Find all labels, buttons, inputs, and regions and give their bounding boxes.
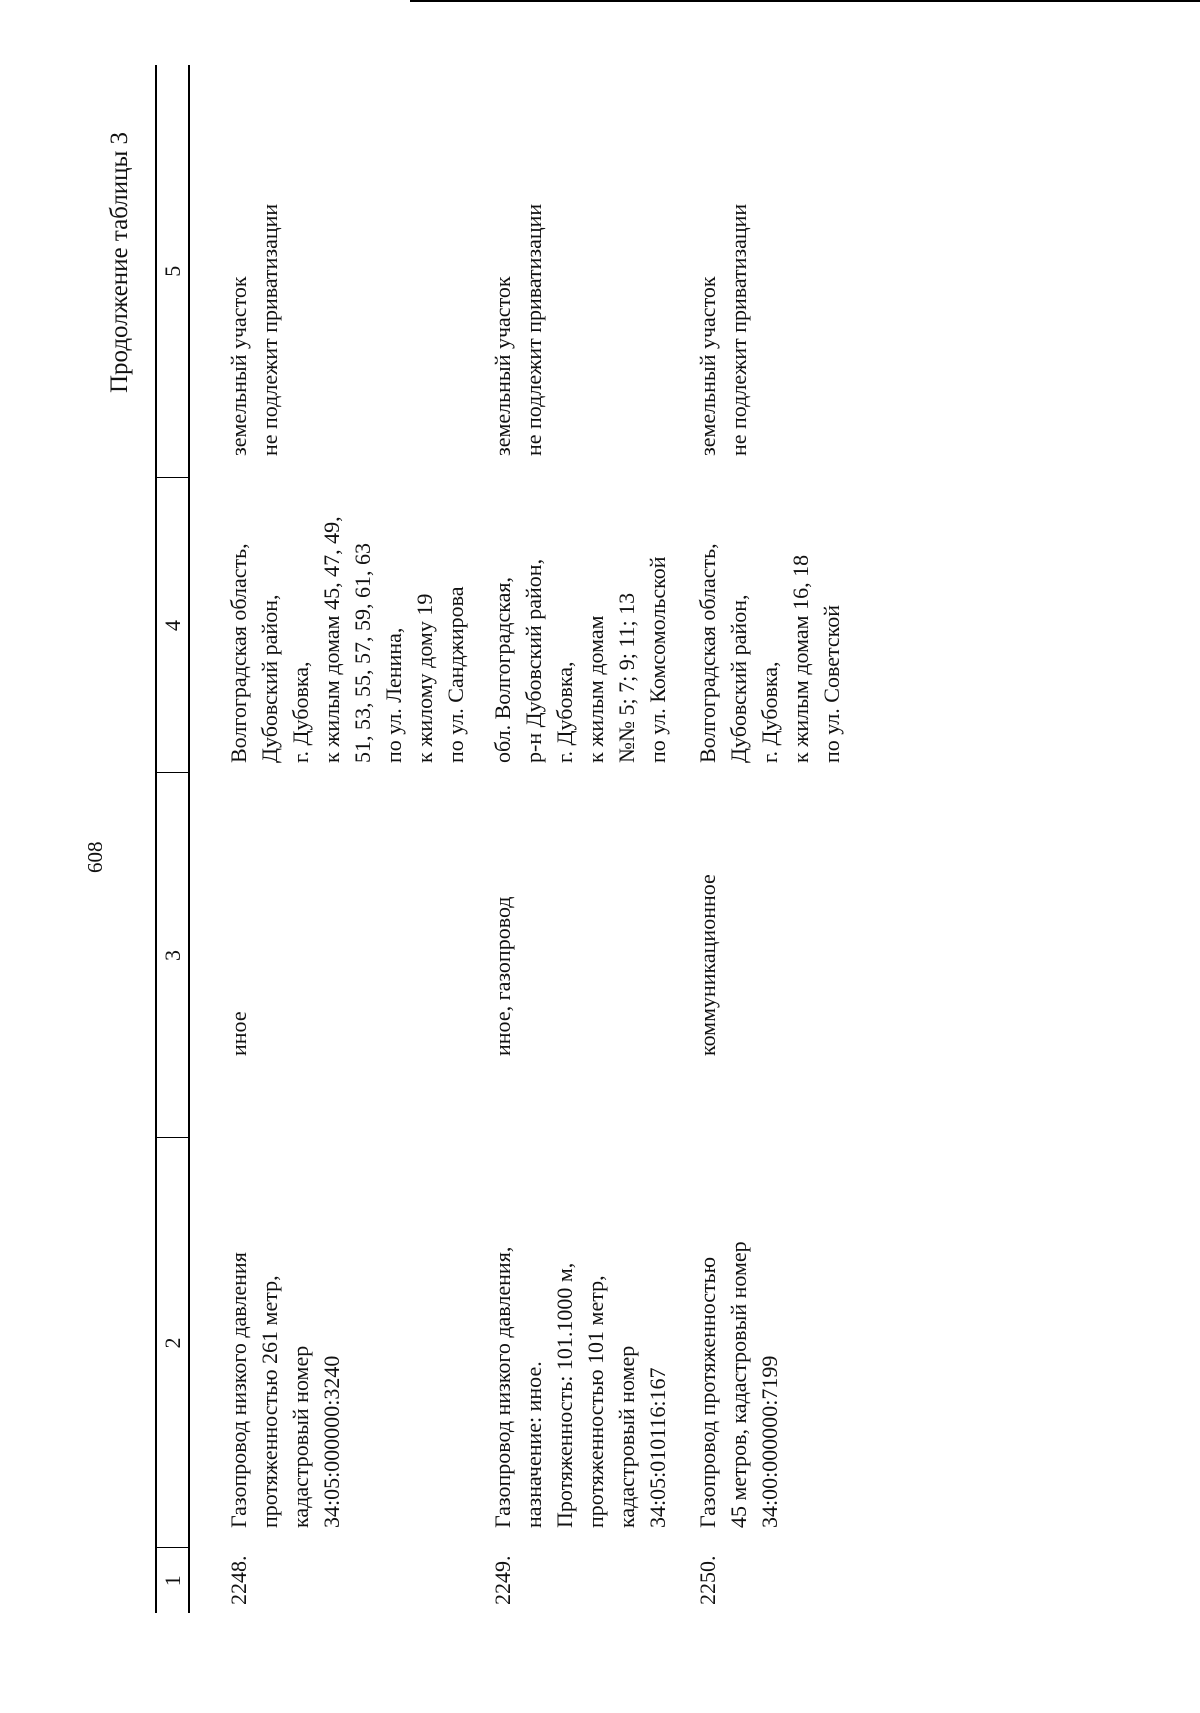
note-line: не подлежит приватизации xyxy=(257,203,282,456)
object-name-line: кадастровый номер xyxy=(288,1345,313,1528)
object-name xyxy=(471,1138,680,1548)
address-line: по ул. Санджирова xyxy=(443,586,468,763)
note-line: земельный участок xyxy=(695,276,720,456)
object-name-line: протяженностью 261 метр, xyxy=(257,1275,282,1528)
address-line: Волгоградская область, xyxy=(226,543,251,763)
object-note xyxy=(680,65,847,478)
table-row xyxy=(189,65,471,1613)
address-line: к жилому дому 19 xyxy=(412,593,437,763)
address-line: обл. Волгоградская, xyxy=(490,577,515,763)
header-col-1: 1 xyxy=(156,1548,189,1613)
note-line: не подлежит приватизации xyxy=(521,203,546,456)
address-line: р-н Дубовский район, xyxy=(521,558,546,763)
address-line: по ул. Ленина, xyxy=(381,627,406,763)
address-line: №№ 5; 7; 9; 11; 13 xyxy=(614,592,639,763)
object-name-line: Газопровод низкого давления xyxy=(226,1252,251,1528)
address-line: г. Дубовка, xyxy=(757,661,782,763)
table-caption: Продолжение таблицы 3 xyxy=(106,131,133,393)
object-purpose: иное, газопровод xyxy=(490,896,515,1056)
property-table xyxy=(155,65,847,1613)
address-line: Дубовский район, xyxy=(726,594,751,763)
object-name xyxy=(189,1138,471,1548)
address-line: к жилым домам 45, 47, 49, xyxy=(319,516,344,763)
note-line: земельный участок xyxy=(490,276,515,456)
object-name-line: назначение: иное. xyxy=(521,1361,546,1528)
table-row xyxy=(680,65,847,1613)
object-address xyxy=(189,478,471,773)
object-address xyxy=(471,478,680,773)
address-line: Дубовский район, xyxy=(257,594,282,763)
address-line: Волгоградская область, xyxy=(695,543,720,763)
header-col-2: 2 xyxy=(156,1138,189,1548)
object-note xyxy=(471,65,680,478)
row-number: 2249. xyxy=(490,1555,515,1605)
object-name-line: Газопровод протяженностью xyxy=(695,1256,720,1528)
object-name xyxy=(680,1138,847,1548)
header-row xyxy=(156,65,189,1613)
address-line: по ул. Комсомольской xyxy=(645,556,670,763)
object-name-line: 45 метров, кадастровый номер xyxy=(726,1241,751,1528)
object-name-line: Протяженность: 101.1000 м, xyxy=(552,1262,577,1528)
address-line: 51, 53, 55, 57, 59, 61, 63 xyxy=(350,543,375,763)
header-col-3: 3 xyxy=(156,773,189,1138)
object-purpose: иное xyxy=(226,1011,251,1056)
object-note xyxy=(189,65,471,478)
row-number: 2248. xyxy=(226,1555,251,1605)
object-name-line: протяженностью 101 метр, xyxy=(583,1275,608,1528)
object-name-line: 34:05:000000:3240 xyxy=(319,1355,344,1528)
object-name-line: Газопровод низкого давления, xyxy=(490,1246,515,1528)
object-name-line: кадастровый номер xyxy=(614,1345,639,1528)
header-col-5: 5 xyxy=(156,65,189,478)
note-line: земельный участок xyxy=(226,276,251,456)
page-number: 608 xyxy=(83,841,107,873)
address-line: г. Дубовка, xyxy=(552,661,577,763)
table-row xyxy=(471,65,680,1613)
address-line: по ул. Советской xyxy=(819,605,844,763)
object-name-line: 34:00:000000:7199 xyxy=(757,1355,782,1528)
object-name-line: 34:05:010116:167 xyxy=(645,1367,670,1528)
object-purpose: коммуникационное xyxy=(695,874,720,1056)
note-line: не подлежит приватизации xyxy=(726,203,751,456)
row-number: 2250. xyxy=(695,1555,720,1605)
address-line: к жилым домам 16, 18 xyxy=(788,554,813,763)
object-address xyxy=(680,478,847,773)
address-line: к жилым домам xyxy=(583,615,608,763)
address-line: г. Дубовка, xyxy=(288,661,313,763)
header-col-4: 4 xyxy=(156,478,189,773)
